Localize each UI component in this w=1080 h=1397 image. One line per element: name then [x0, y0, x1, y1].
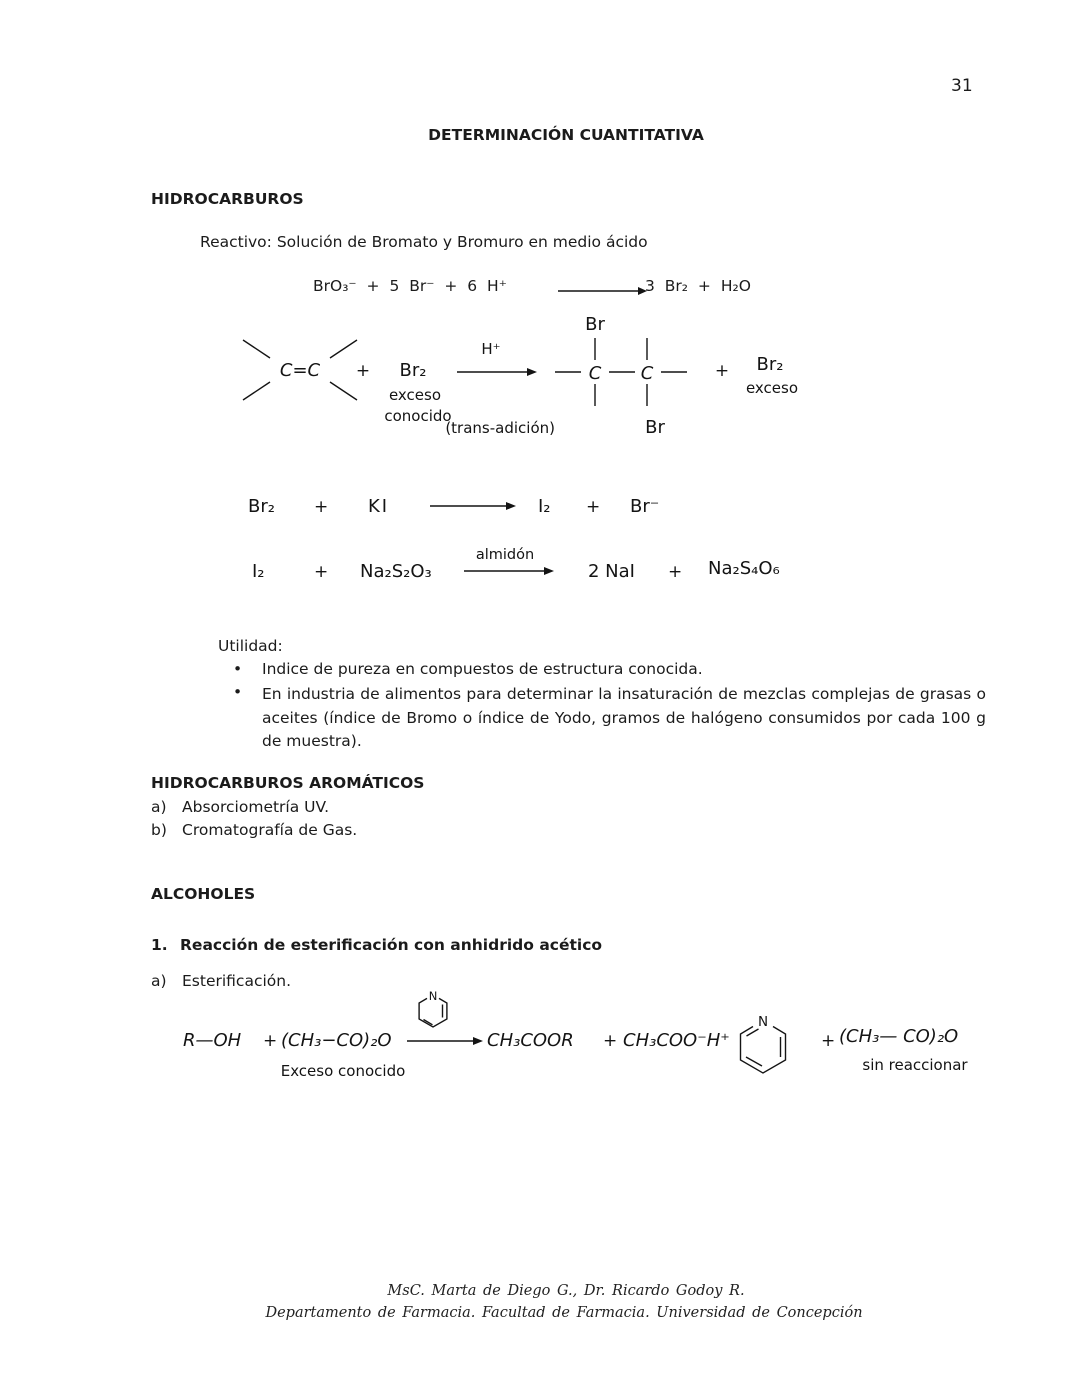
utility-bullet-1 — [233, 660, 703, 678]
plus-sign: + — [355, 361, 371, 381]
item-text: Absorciometría UV. — [182, 798, 330, 816]
item-label: a) — [151, 798, 167, 816]
bullet-text: Indice de pureza en compuestos de estructura conocida. — [262, 660, 703, 678]
item-label: b) — [151, 821, 167, 839]
alkene-label: C=C — [279, 360, 321, 381]
plus-sign: + — [668, 562, 683, 582]
thiosulfate-term: Na₂S₂O₃ — [360, 561, 432, 582]
item-text: Esterificación. — [182, 972, 292, 990]
utility-heading: Utilidad: — [218, 637, 283, 655]
nitrogen-label: N — [428, 989, 438, 1003]
aromatic-method-a — [151, 798, 329, 816]
plus-sign: + — [714, 361, 730, 381]
page-title: DETERMINACIÓN CUANTITATIVA — [428, 126, 704, 144]
reaction-title-text: Reacción de esterificación con anhidrido acético — [180, 936, 603, 954]
tetrathionate-term: Na₂S₄O₆ — [708, 558, 780, 579]
sodium-iodide-term: 2 NaI — [588, 561, 635, 582]
iodine-term: I₂ — [252, 561, 265, 582]
footer-authors: MsC. Marta de Diego G., Dr. Ricardo Godoy R. — [387, 1283, 745, 1299]
pyridine-ring-small — [419, 989, 447, 1027]
bromate-equation-lhs: BrO₃⁻ + 5 Br⁻ + 6 H⁺ — [313, 277, 507, 295]
bullet-icon: • — [233, 660, 243, 678]
bromo-bottom-label: Br — [645, 417, 665, 438]
bromine-term: Br₂ — [248, 496, 275, 517]
acetate-pyridinium-term: CH₃COO⁻H⁺ — [623, 1030, 730, 1051]
product-bond-lines — [555, 338, 687, 406]
bullet-icon: • — [233, 683, 243, 701]
bromine-iodide-equation — [240, 482, 710, 528]
bromine-excess: Br₂ — [756, 354, 784, 375]
section-heading-aromatics: HIDROCARBUROS AROMÁTICOS — [151, 774, 425, 792]
arrow-shape — [558, 287, 647, 295]
reaction-arrow — [457, 368, 537, 376]
excess-label: exceso — [745, 379, 799, 397]
reaction-number: 1. — [151, 936, 168, 954]
plus-sign: + — [314, 562, 329, 582]
plus-sign: + — [314, 497, 329, 517]
potassium-iodide-term: KI — [368, 496, 390, 517]
plus-sign: + — [586, 497, 601, 517]
catalyst-label: H⁺ — [481, 340, 501, 358]
bullet-text: En industria de alimentos para determinar la insaturación de mezclas complejas de grasas o aceites (índice de Bromo o índice de Yodo, gramos de halógeno consumidos por cada 100 g de muestra). — [262, 685, 986, 750]
unreacted-anhydride-term: (CH₃— CO)₂O — [839, 1026, 959, 1047]
nitrogen-label: N — [757, 1014, 769, 1030]
iodine-thiosulfate-equation — [238, 545, 818, 597]
reaction-arrow — [556, 284, 648, 298]
iodine-term: I₂ — [538, 496, 551, 517]
plus-sign: + — [821, 1031, 836, 1051]
section-heading-alcohols: ALCOHOLES — [151, 885, 256, 903]
excess-label: exceso — [388, 386, 442, 404]
plus-sign: + — [263, 1031, 278, 1051]
reaction-arrow — [430, 502, 516, 510]
reaction-arrow — [407, 1037, 483, 1045]
pyridinium-ring-large — [741, 1014, 786, 1073]
plus-sign: + — [603, 1031, 618, 1051]
unreacted-label: sin reaccionar — [862, 1056, 968, 1074]
carbon-right-label: C — [640, 363, 654, 384]
utility-bullet-2 — [233, 683, 986, 754]
alcohol-term: R—OH — [183, 1030, 242, 1051]
anhydride-term: (CH₃−CO)₂O — [281, 1030, 392, 1051]
bromo-top-label: Br — [585, 314, 605, 335]
carbon-left-label: C — [588, 363, 602, 384]
aromatic-method-b — [151, 821, 357, 839]
bromate-equation-rhs: 3 Br₂ + H₂O — [645, 277, 751, 295]
alkene-bromination-scheme — [225, 300, 850, 450]
section-heading-hydrocarbons: HIDROCARBUROS — [151, 190, 304, 208]
reaction-arrow — [464, 567, 554, 575]
page-number: 31 — [951, 76, 973, 96]
known-excess-label: Exceso conocido — [280, 1062, 406, 1080]
starch-indicator-label: almidón — [475, 547, 535, 563]
esterification-scheme — [175, 988, 1015, 1098]
item-text: Cromatografía de Gas. — [182, 821, 358, 839]
bromide-term: Br⁻ — [630, 496, 660, 517]
item-label: a) — [151, 972, 167, 990]
trans-addition-label: (trans-adición) — [445, 419, 555, 437]
reaction-1-title — [151, 936, 602, 954]
bromine-reagent: Br₂ — [399, 360, 427, 381]
ester-product-term: CH₃COOR — [487, 1030, 574, 1051]
reagent-line: Reactivo: Solución de Bromato y Bromuro en medio ácido — [200, 233, 648, 251]
footer-department: Departamento de Farmacia. Facultad de Farmacia. Universidad de Concepción — [265, 1305, 863, 1321]
known-label: conocido — [384, 407, 452, 425]
